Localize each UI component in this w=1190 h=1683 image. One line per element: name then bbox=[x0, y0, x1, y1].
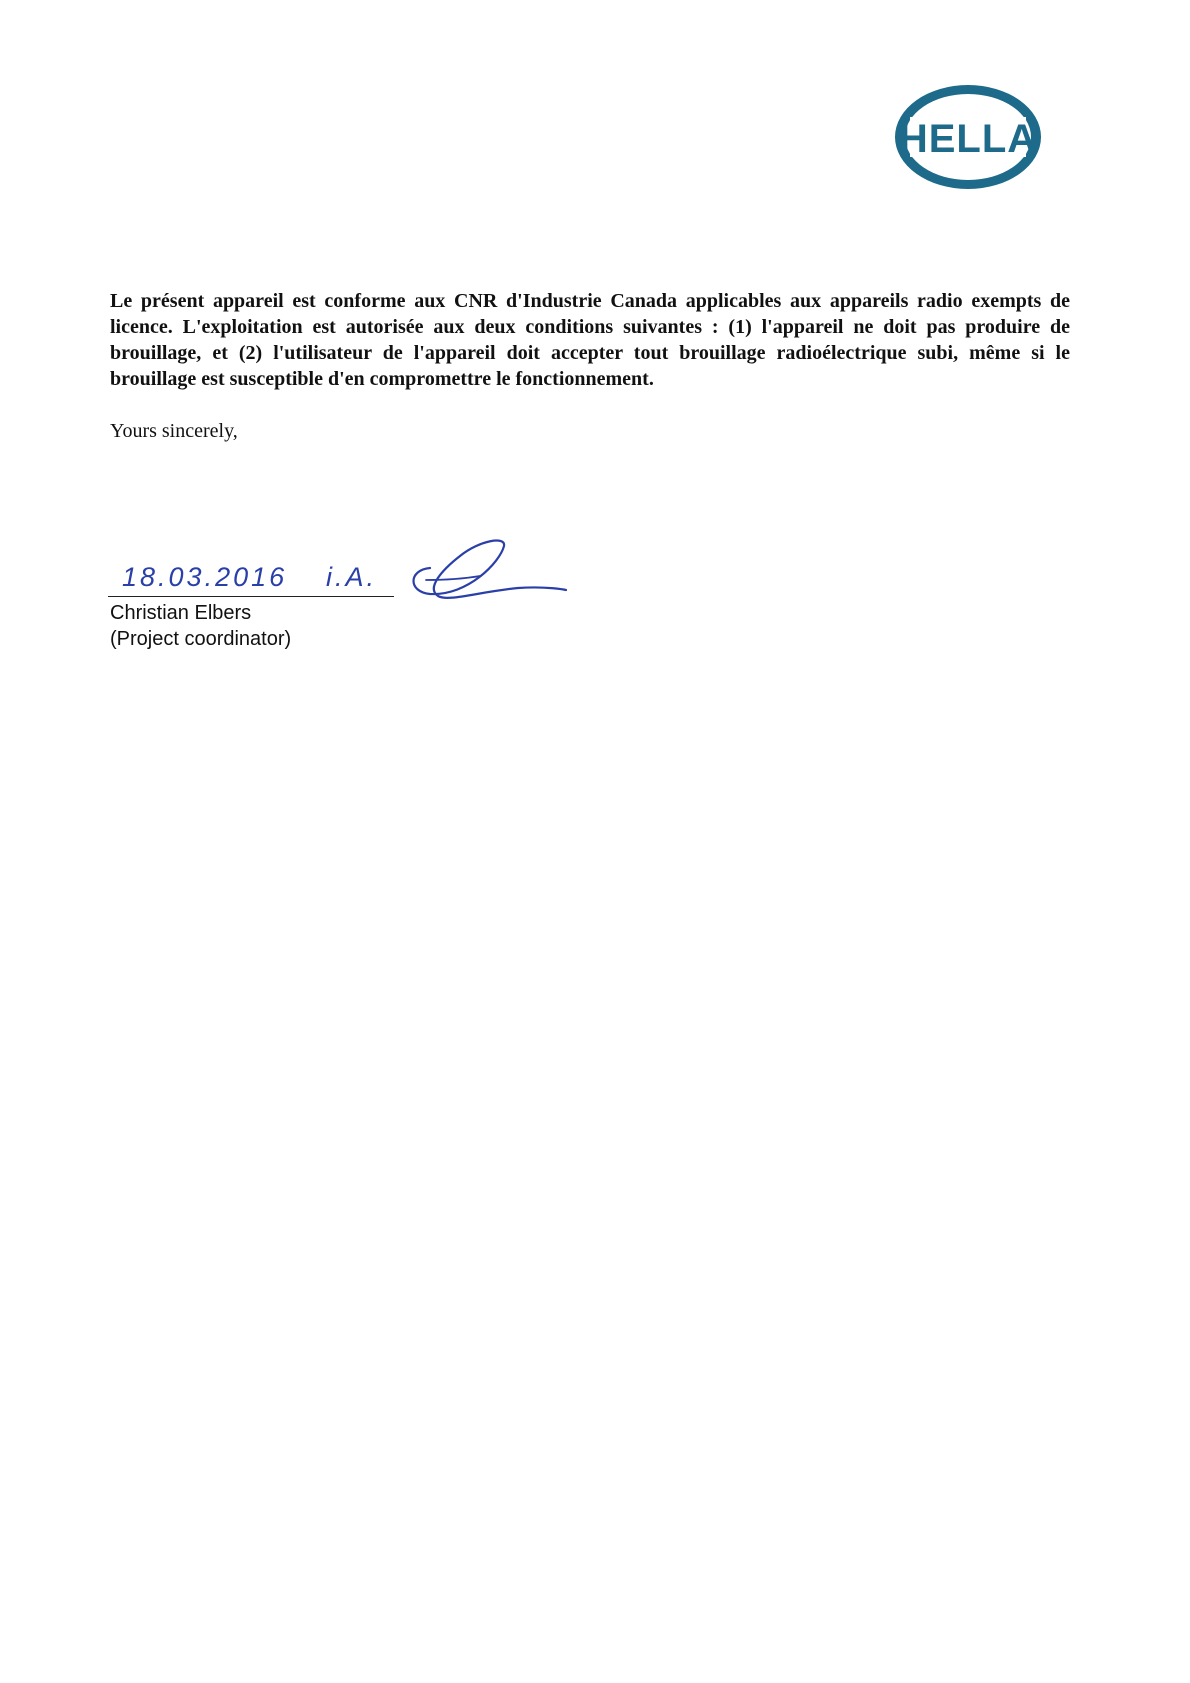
signature-scribble bbox=[414, 541, 567, 598]
closing-salutation: Yours sincerely, bbox=[110, 420, 238, 442]
logo-text: HELLA bbox=[898, 117, 1038, 161]
handwritten-date: 18.03.2016 bbox=[122, 562, 288, 592]
hella-logo bbox=[892, 82, 1044, 192]
signature-line bbox=[108, 596, 394, 597]
handwritten-prefix: i.A. bbox=[326, 562, 378, 592]
signer-role: (Project coordinator) bbox=[110, 628, 292, 650]
compliance-paragraph: Le présent appareil est conforme aux CNR d'Industrie Canada applicables aux appareils radio exempts de licence. L'exploitation est autorisée aux deux conditions suivantes : (1) l'appareil ne doit pas produire de brouillage, et (2) l'utilisateur de l'appareil doit accepter tout brouillage radioélectrique subi, même si le brouillage est susceptible d'en compromettre le fonctionnement. bbox=[110, 290, 1070, 390]
signer-name: Christian Elbers bbox=[110, 602, 252, 624]
